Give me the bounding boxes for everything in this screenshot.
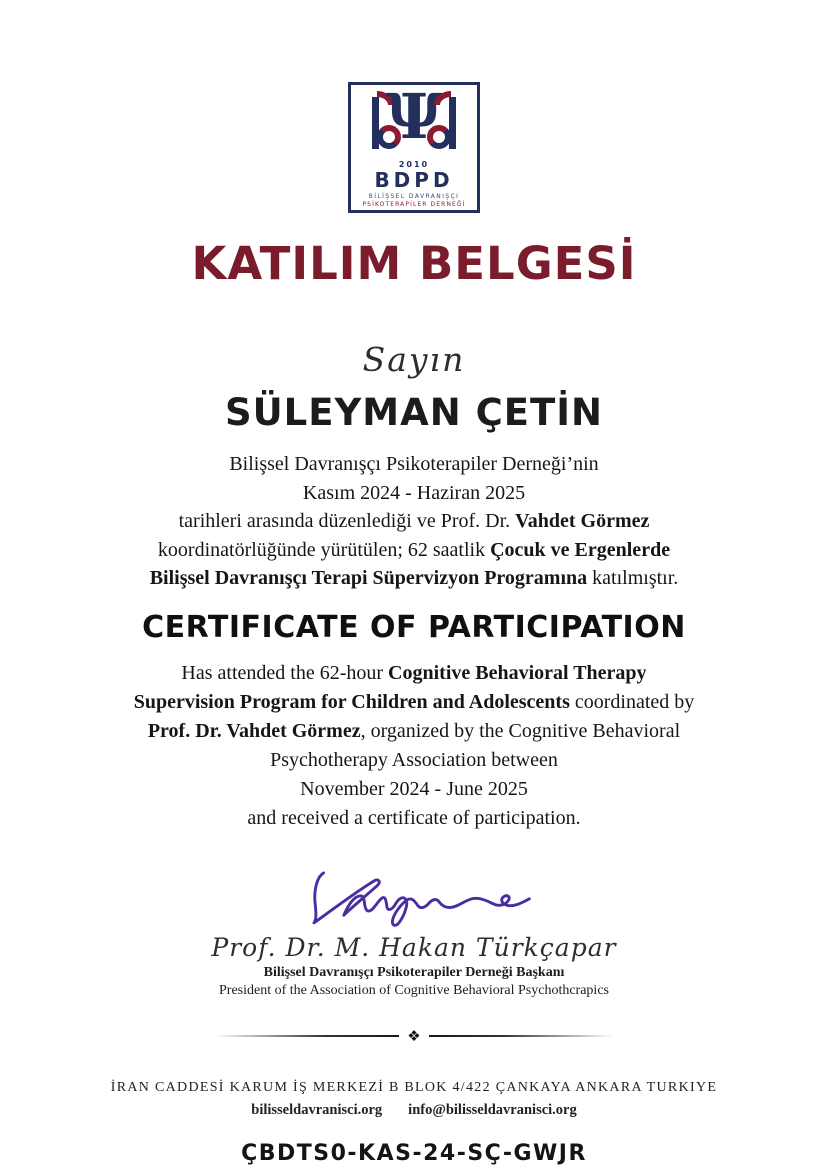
signature	[0, 859, 828, 931]
turkish-line-2: Kasım 2024 - Haziran 2025	[302, 481, 526, 504]
psi-symbol-icon: Ψ	[385, 80, 443, 153]
logo-org-line2: PSİKOTERAPİLER DERNEĞİ	[362, 201, 466, 208]
signature-ink-icon	[289, 859, 539, 931]
logo-letter-d-bowl	[427, 125, 451, 149]
english-line-2: Supervision Program for Children and Adolescents coordinated by	[133, 690, 695, 713]
logo-year: 2010	[398, 160, 430, 169]
turkish-paragraph	[0, 450, 828, 593]
turkish-line-5: Bilişsel Davranışçı Terapi Süpervizyon Programına katılmıştır.	[149, 567, 679, 589]
english-line-5: November 2024 - June 2025	[300, 777, 528, 800]
logo-letter-d-stem	[449, 97, 456, 149]
association-address: İRAN CADDESİ KARUM İŞ MERKEZİ B BLOK 4/422 ÇANKAYA ANKARA TURKIYE	[110, 1079, 718, 1095]
signer-title-turkish: Bilişsel Davranışçı Psikoterapiler Derneği Başkanı	[263, 964, 565, 980]
signer-title-english: President of the Association of Cognitive Behavioral Psychothcrapics	[219, 982, 609, 998]
recipient-name: SÜLEYMAN ÇETİN	[224, 391, 604, 434]
english-line-4: Psychotherapy Association between	[270, 748, 558, 771]
turkish-line-4: koordinatörlüğünde yürütülen; 62 saatlik Çocuk ve Ergenlerde	[157, 538, 671, 561]
english-line-3: Prof. Dr. Vahdet Görmez, organized by the Cognitive Behavioral	[147, 719, 681, 742]
turkish-line-1: Bilişsel Davranışçı Psikoterapiler Derneği’nin	[229, 453, 599, 475]
english-paragraph	[0, 659, 828, 833]
certificate-heading-en: CERTIFICATE OF PARTICIPATION	[142, 609, 686, 645]
signer-name: Prof. Dr. M. Hakan Türkçapar	[211, 932, 617, 962]
divider-line-left	[214, 1035, 399, 1037]
english-line-6: and received a certificate of participation.	[247, 806, 581, 829]
bdpd-logo	[348, 82, 480, 213]
certificate-title: KATILIM BELGESİ	[191, 237, 637, 290]
divider-line-right	[429, 1035, 614, 1037]
contact-line	[0, 1102, 828, 1119]
divider-ornament-icon: ❖	[407, 1026, 421, 1045]
website-text: bilisseldavranisci.org	[251, 1101, 383, 1118]
ornamental-divider	[214, 1026, 614, 1045]
email-text: info@bilisseldavranisci.org	[408, 1101, 577, 1118]
bdpd-logo-mark-icon	[364, 80, 464, 159]
certificate-code: ÇBDTS0-KAS-24-SÇ-GWJR	[241, 1140, 587, 1166]
salutation: Sayın	[362, 340, 466, 379]
english-line-1: Has attended the 62-hour Cognitive Behavioral Therapy	[181, 661, 647, 684]
logo-org-line1: BİLİŞSEL DAVRANIŞÇI	[368, 193, 460, 200]
turkish-line-3: tarihleri arasında düzenlediği ve Prof. Dr. Vahdet Görmez	[178, 510, 650, 532]
logo-acronym: BDPD	[374, 168, 454, 192]
